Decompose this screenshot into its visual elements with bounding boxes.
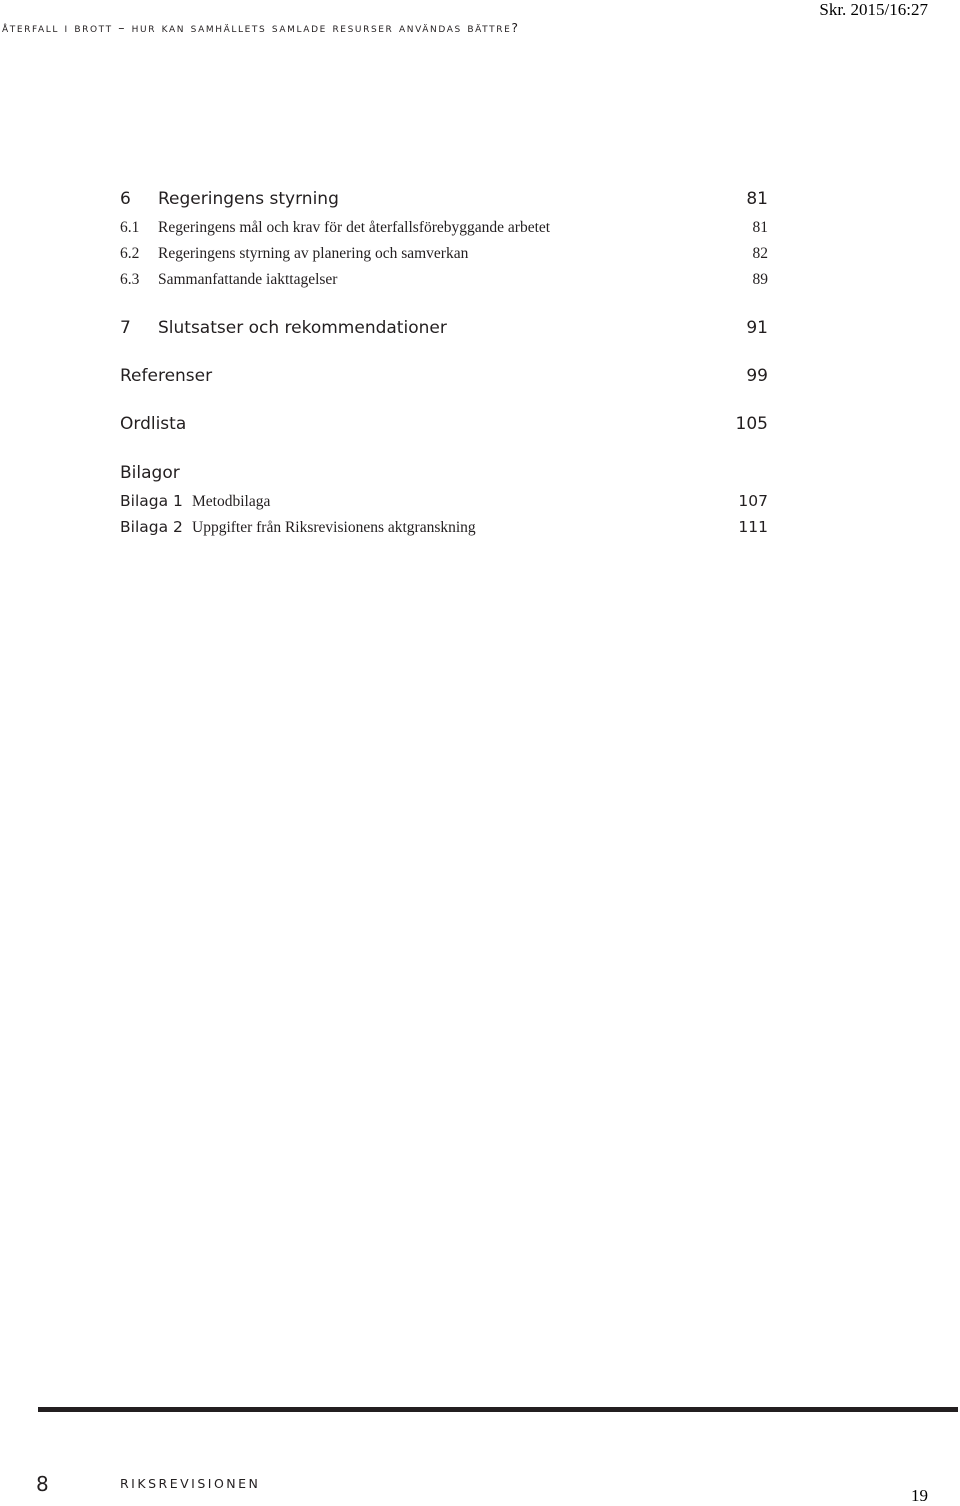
toc-title: Regeringens mål och krav för det återfallsförebyggande arbetet [158, 219, 551, 236]
toc-title: Bilagor [120, 463, 180, 483]
toc-number: 6.1 [120, 219, 140, 236]
toc-title: Metodbilaga [192, 493, 271, 510]
toc-entry-6-2[interactable] [120, 245, 768, 263]
toc-title: Ordlista [120, 414, 187, 434]
document-reference: Skr. 2015/16:27 [819, 0, 928, 19]
toc-entry-6-3[interactable] [120, 271, 768, 289]
toc-number: 6 [120, 189, 131, 209]
toc-entry-ordlista[interactable] [120, 414, 768, 434]
toc-number: 7 [120, 318, 131, 338]
toc-number: 6.2 [120, 245, 140, 262]
running-header: återfall i brott – hur kan samhällets samlade resurser användas bättre? [2, 20, 520, 35]
toc-page: 105 [735, 414, 768, 434]
publisher-name: RIKSREVISIONEN [120, 1476, 261, 1491]
toc-title: Sammanfattande iakttagelser [158, 271, 338, 288]
toc-page: 89 [752, 271, 768, 288]
stamp-page-number: 19 [911, 1486, 928, 1505]
toc-entry-bilaga-2[interactable] [120, 518, 768, 537]
toc-page: 107 [738, 492, 768, 510]
toc-page: 81 [746, 189, 768, 209]
toc-page: 82 [752, 245, 768, 262]
toc-entry-bilaga-1[interactable] [120, 492, 768, 511]
toc-page: 81 [752, 219, 768, 236]
toc-page: 91 [746, 318, 768, 338]
toc-entry-chapter-6[interactable] [120, 189, 768, 209]
toc-page: 111 [738, 518, 768, 536]
toc-entry-referenser[interactable] [120, 366, 768, 386]
toc-entry-chapter-7[interactable] [120, 318, 768, 338]
toc-title: Referenser [120, 366, 213, 386]
toc-number: 6.3 [120, 271, 140, 288]
page-number: 8 [36, 1472, 49, 1496]
toc-title: Regeringens styrning [158, 189, 339, 209]
toc-number: Bilaga 1 [120, 492, 183, 510]
toc-title: Slutsatser och rekommendationer [158, 318, 447, 338]
toc-title: Uppgifter från Riksrevisionens aktgranskning [192, 519, 476, 536]
footer-rule [38, 1407, 958, 1412]
toc-number: Bilaga 2 [120, 518, 183, 536]
toc-page: 99 [746, 366, 768, 386]
toc-entry-6-1[interactable] [120, 219, 768, 237]
toc-title: Regeringens styrning av planering och samverkan [158, 245, 469, 262]
toc-heading-bilagor [120, 463, 768, 483]
